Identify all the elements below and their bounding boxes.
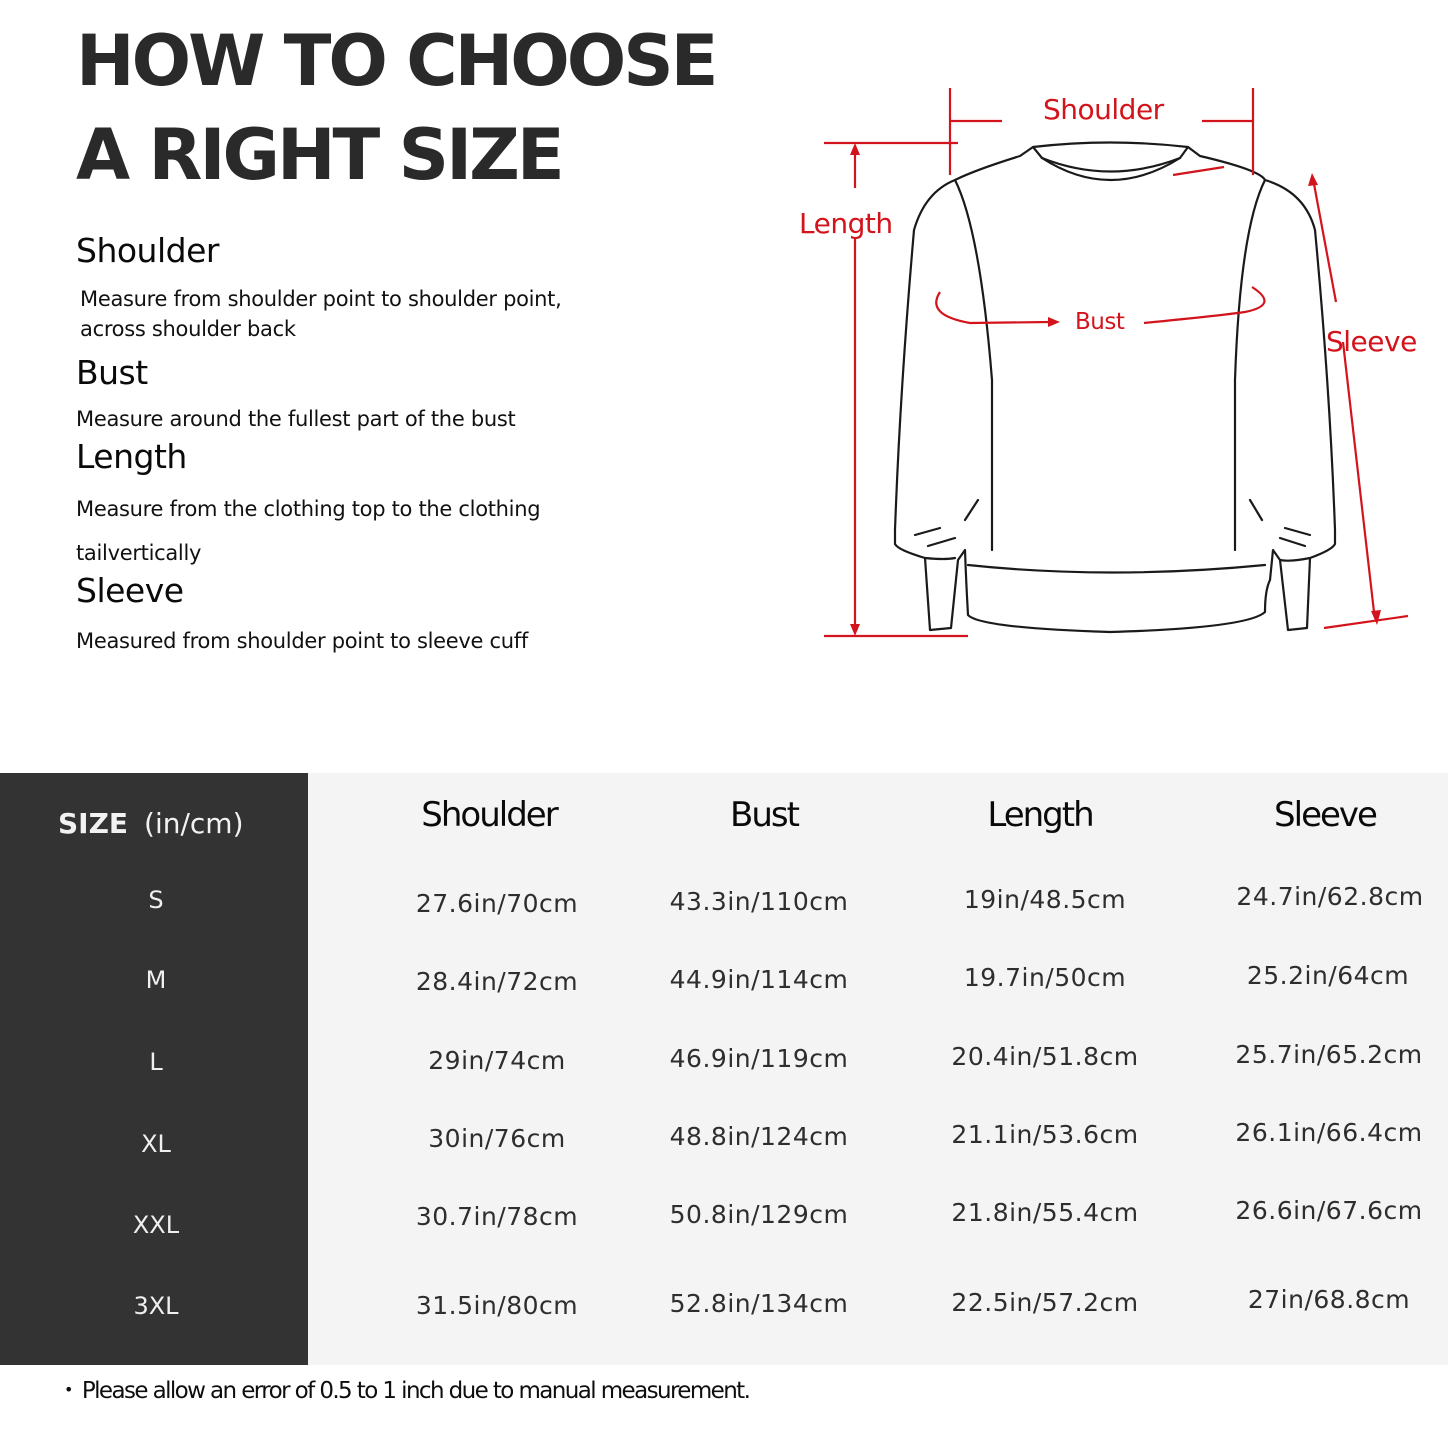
size-chart-table [0,773,1448,1365]
table-cell: 27.6in/70cm [415,889,579,918]
table-cell: 28.4in/72cm [415,967,579,996]
guide-sleeve [76,568,636,656]
title-line-1: HOW TO CHOOSE [76,20,716,102]
size-column-header [58,807,244,840]
diagram-label-sleeve: Sleeve [1326,325,1417,358]
table-cell: 19in/48.5cm [963,885,1127,914]
guide-heading: Sleeve [76,571,184,610]
size-label: XL [141,1130,171,1158]
guide-description: Measured from shoulder point to sleeve cuff [76,629,528,653]
guide-description: Measure around the fullest part of the bust [76,407,516,431]
guide-heading: Shoulder [76,231,219,270]
table-cell: 27in/68.8cm [1247,1285,1411,1314]
guide-length [76,434,636,568]
guide-description-cont: tailvertically [76,541,202,565]
size-label: L [149,1048,163,1076]
column-header-bust: Bust [730,795,798,835]
guide-description: Measure from shoulder point to shoulder point, across shoulder back [80,287,562,341]
table-cell: 26.6in/67.6cm [1235,1196,1423,1225]
table-cell: 25.2in/64cm [1246,961,1410,990]
footnote-text: Please allow an error of 0.5 to 1 inch due to manual measurement. [81,1378,750,1404]
size-label: M [145,966,167,994]
guide-shoulder [76,228,636,344]
size-header-label: SIZE [58,807,129,840]
guide-description: Measure from the clothing top to the clothing [76,497,541,521]
table-cell: 19.7in/50cm [963,963,1127,992]
title-line-2: A RIGHT SIZE [76,114,562,196]
size-data-area [308,773,1448,1365]
page-title [76,14,716,202]
table-cell: 20.4in/51.8cm [951,1042,1139,1071]
table-cell: 25.7in/65.2cm [1235,1040,1423,1069]
table-cell: 48.8in/124cm [669,1122,849,1151]
table-cell: 21.1in/53.6cm [951,1120,1139,1149]
size-label: S [148,886,164,914]
guide-bust [76,350,636,434]
diagram-label-bust: Bust [1075,309,1125,335]
measurement-diagram [780,80,1440,660]
diagram-label-shoulder: Shoulder [1043,93,1164,126]
size-column [0,773,308,1365]
table-cell: 24.7in/62.8cm [1236,882,1424,911]
measurement-guide [76,228,636,656]
column-header-sleeve: Sleeve [1274,795,1376,835]
diagram-label-length: Length [799,207,893,240]
table-cell: 29in/74cm [428,1046,566,1075]
size-label: XXL [132,1211,180,1239]
table-cell: 43.3in/110cm [669,887,849,916]
column-header-length: Length [987,795,1093,835]
guide-heading: Bust [76,353,148,392]
guide-heading: Length [76,437,187,476]
bullet-icon: • [64,1380,72,1399]
table-cell: 30in/76cm [428,1124,566,1153]
table-cell: 46.9in/119cm [669,1044,849,1073]
size-header-unit: (in/cm) [144,807,244,840]
size-label: 3XL [133,1292,179,1320]
table-cell: 44.9in/114cm [669,965,849,994]
table-cell: 21.8in/55.4cm [951,1198,1139,1227]
table-cell: 31.5in/80cm [415,1291,579,1320]
table-cell: 50.8in/129cm [669,1200,849,1229]
table-cell: 22.5in/57.2cm [951,1288,1139,1317]
measurement-footnote [64,1378,749,1404]
table-cell: 52.8in/134cm [669,1289,849,1318]
table-cell: 30.7in/78cm [415,1202,579,1231]
table-cell: 26.1in/66.4cm [1235,1118,1423,1147]
sweatshirt-icon [780,80,1440,660]
column-header-shoulder: Shoulder [421,795,557,835]
